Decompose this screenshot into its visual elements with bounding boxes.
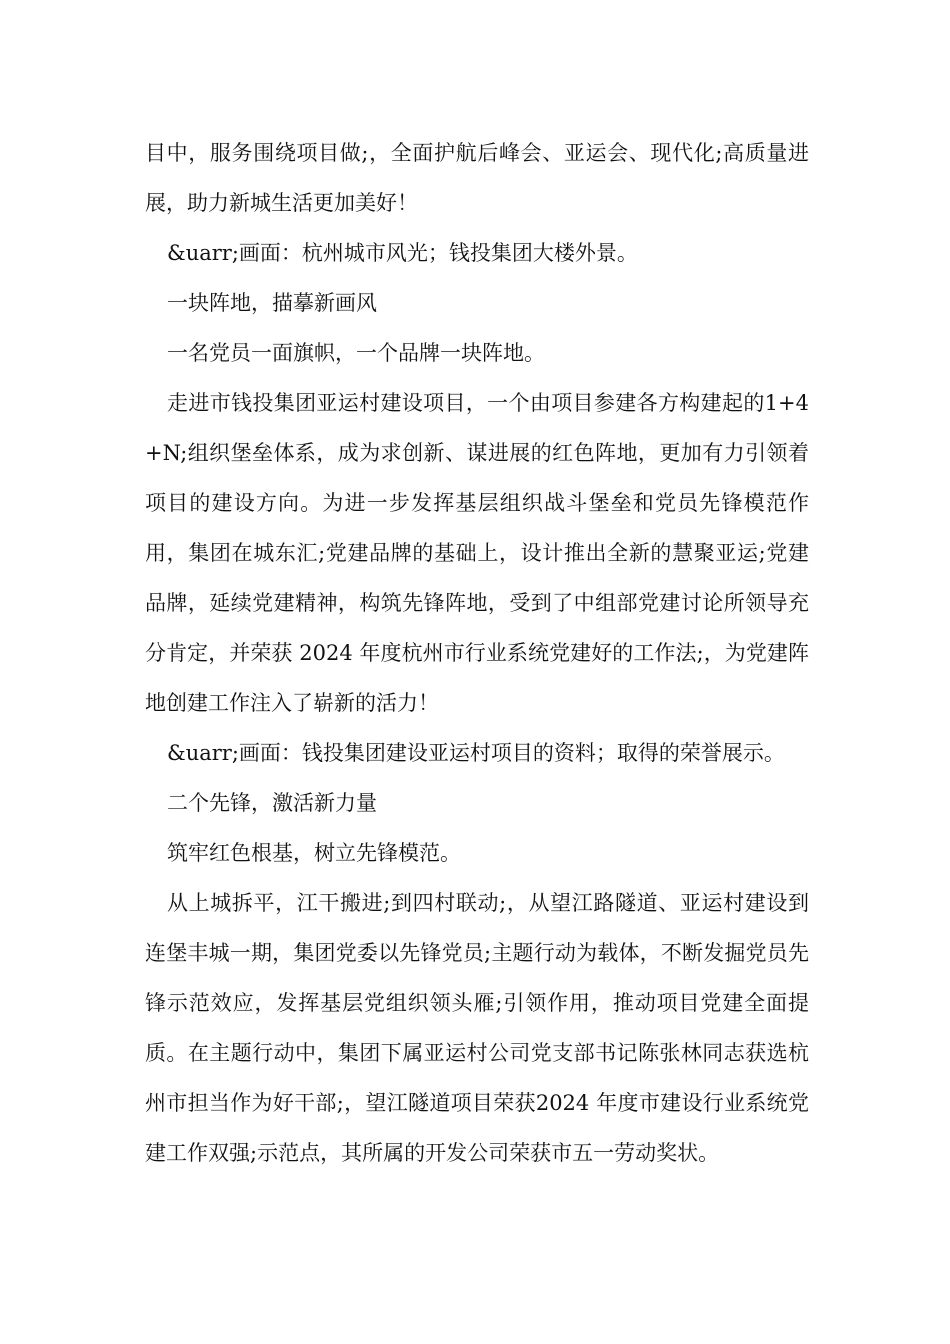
caption-city-scenery: &uarr;画面：杭州城市风光；钱投集团大楼外景。 <box>167 241 638 265</box>
caption-project-materials: &uarr;画面：钱投集团建设亚运村项目的资料；取得的荣誉展示。 <box>167 741 785 765</box>
paragraph-asian-games-village: 走进市钱投集团亚运村建设项目，一个由项目参建各方构建起的1+4+N;组织堡垒体系，成为求创新、谋进展的红色阵地，更加有力引领着项目的建设方向。为进一步发挥基层组织战斗堡垒和党员先锋模范作用，集团在城东汇;党建品牌的基础上，设计推出全新的慧聚亚运;党建品牌，延续党建精神，构筑先锋阵地，受到了中组部党建讨论所领导充分肯定，并荣获 2024 年度杭州市行业系统党建好的工作法;，为党建阵地创建工作注入了崭新的活力！ <box>145 391 809 715</box>
document-body <box>145 128 809 1178</box>
section-heading-position: 一块阵地，描摹新画风 <box>167 291 377 315</box>
section-lead-pioneers: 筑牢红色根基，树立先锋模范。 <box>167 841 461 865</box>
paragraph-pioneer-actions: 从上城拆平，江干搬进;到四村联动;，从望江路隧道、亚运村建设到连堡丰城一期，集团党委以先锋党员;主题行动为载体，不断发掘党员先锋示范效应，发挥基层党组织领头雁;引领作用，推动项目党建全面提质。在主题行动中，集团下属亚运村公司党支部书记陈张林同志获选杭州市担当作为好干部;，望江隧道项目荣获2024 年度市建设行业系统党建工作双强;示范点，其所属的开发公司荣获市五一劳动奖状。 <box>145 891 809 1165</box>
section-lead-position: 一名党员一面旗帜，一个品牌一块阵地。 <box>167 341 545 365</box>
section-heading-pioneers: 二个先锋，激活新力量 <box>167 791 377 815</box>
paragraph-continuation: 目中，服务围绕项目做;，全面护航后峰会、亚运会、现代化;高质量进展，助力新城生活更加美好！ <box>145 141 809 215</box>
